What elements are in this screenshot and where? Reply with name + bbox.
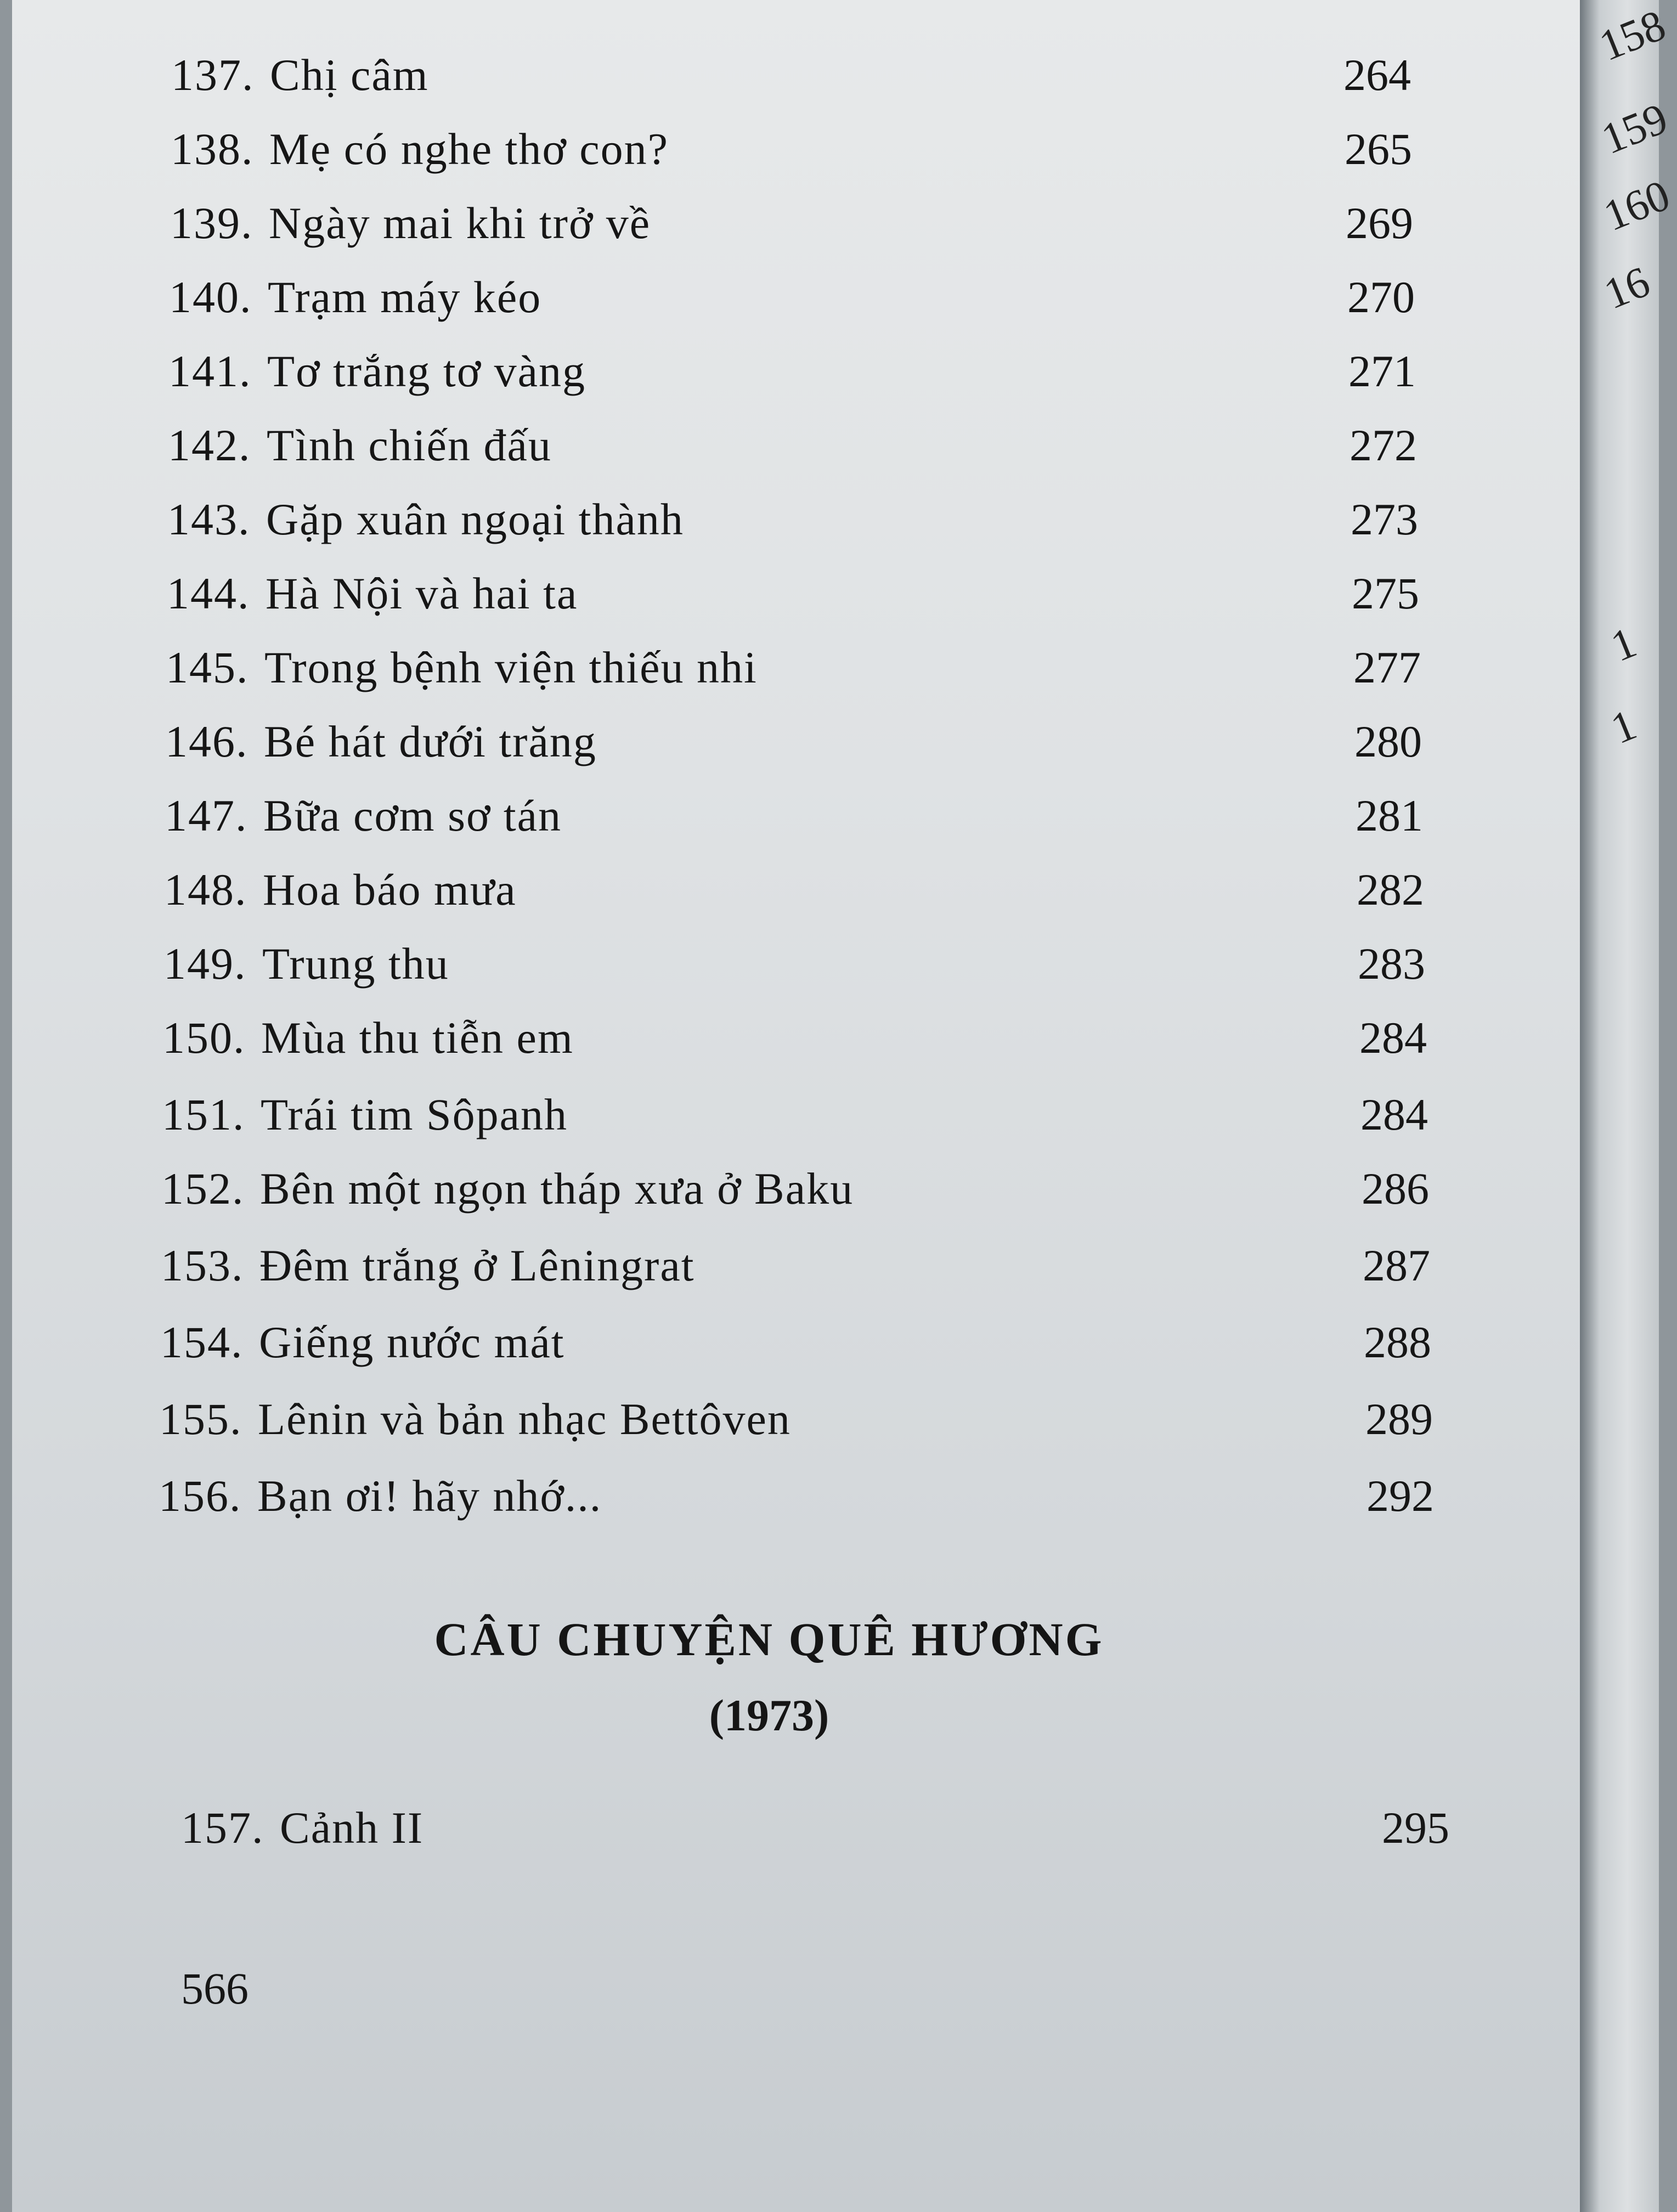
entry-number: 151. xyxy=(162,1090,245,1139)
entry-number: 137. xyxy=(171,50,255,100)
section-title: CÂU CHUYỆN QUÊ HƯƠNG xyxy=(434,1613,1104,1666)
entry-number: 138. xyxy=(171,124,254,174)
entry-number: 157. xyxy=(181,1803,264,1853)
toc-entry xyxy=(12,420,1592,486)
entry-page: 284 xyxy=(1360,1090,1428,1139)
entry-number: 149. xyxy=(163,939,247,989)
entry-page: 287 xyxy=(1363,1240,1430,1290)
entry-number: 143. xyxy=(167,494,251,544)
entry-title: Trong bệnh viện thiếu nhi xyxy=(264,642,758,692)
entry-page: 270 xyxy=(1347,272,1415,322)
entry-number: 142. xyxy=(168,420,251,470)
edge-fragment: 1 xyxy=(1604,700,1643,754)
entry-title: Bữa cơm sơ tán xyxy=(263,791,562,840)
toc-entry xyxy=(12,1089,1592,1155)
section-year: (1973) xyxy=(709,1690,829,1740)
entry-number: 150. xyxy=(162,1013,246,1063)
entry-number: 139. xyxy=(170,198,253,248)
entry-title: Gặp xuân ngoại thành xyxy=(266,494,684,544)
entry-title: Cảnh II xyxy=(280,1803,424,1853)
toc-entry xyxy=(12,272,1592,337)
toc-entry xyxy=(12,790,1592,856)
toc-entry xyxy=(12,1317,1592,1383)
edge-fragment: 16 xyxy=(1597,257,1657,319)
entry-title: Mẹ có nghe thơ con? xyxy=(269,124,669,174)
edge-fragment: 159 xyxy=(1595,94,1674,164)
toc-entry xyxy=(12,1470,1592,1536)
entry-number: 145. xyxy=(166,642,249,692)
entry-title: Mùa thu tiễn em xyxy=(261,1013,574,1063)
toc-entry xyxy=(12,1802,1592,1868)
entry-page: 273 xyxy=(1351,494,1418,544)
entry-page: 277 xyxy=(1353,642,1421,692)
toc-entry xyxy=(12,1240,1592,1306)
entry-title: Trung thu xyxy=(262,939,449,989)
entry-title: Lênin và bản nhạc Bettôven xyxy=(258,1394,791,1444)
entry-number: 146. xyxy=(165,716,249,766)
entry-page: 295 xyxy=(1382,1803,1449,1853)
entry-page: 280 xyxy=(1354,716,1422,766)
toc-entry xyxy=(12,642,1592,708)
toc-entry xyxy=(12,494,1592,560)
entry-page: 289 xyxy=(1365,1394,1433,1444)
entry-page: 286 xyxy=(1362,1164,1429,1214)
entry-title: Trạm máy kéo xyxy=(268,272,542,322)
toc-entry xyxy=(12,346,1592,411)
edge-fragment: 160 xyxy=(1597,171,1676,241)
entry-number: 152. xyxy=(161,1164,245,1214)
entry-number: 156. xyxy=(159,1471,242,1521)
entry-number: 141. xyxy=(168,346,252,396)
entry-number: 148. xyxy=(164,865,247,915)
entry-number: 140. xyxy=(169,272,252,322)
entry-title: Tình chiến đấu xyxy=(267,420,552,470)
toc-entry xyxy=(12,568,1592,634)
entry-page: 269 xyxy=(1346,198,1413,248)
entry-title: Chị câm xyxy=(270,50,429,100)
toc-entry xyxy=(12,1393,1592,1459)
entry-page: 284 xyxy=(1359,1013,1427,1063)
entry-page: 288 xyxy=(1364,1317,1431,1367)
entry-page: 281 xyxy=(1356,791,1423,840)
entry-page: 264 xyxy=(1343,50,1411,100)
toc-entry xyxy=(12,1012,1592,1078)
entry-number: 154. xyxy=(160,1317,244,1367)
entry-title: Đêm trắng ở Lêningrat xyxy=(259,1240,695,1290)
entry-title: Bé hát dưới trăng xyxy=(264,716,597,766)
entry-page: 292 xyxy=(1367,1471,1434,1521)
entry-number: 144. xyxy=(167,568,250,618)
page-number: 566 xyxy=(181,1963,249,2013)
entry-page: 275 xyxy=(1352,568,1419,618)
toc-entry xyxy=(12,123,1592,189)
toc-entry xyxy=(12,1163,1592,1229)
entry-page: 271 xyxy=(1348,346,1416,396)
entry-page: 265 xyxy=(1345,124,1412,174)
entry-page: 272 xyxy=(1349,420,1417,470)
toc-entry xyxy=(12,716,1592,782)
entry-title: Hoa báo mưa xyxy=(263,865,517,915)
edge-fragment: 158 xyxy=(1593,1,1672,71)
toc-entry xyxy=(12,938,1592,1004)
entry-page: 283 xyxy=(1358,939,1425,989)
entry-number: 155. xyxy=(159,1394,242,1444)
entry-number: 153. xyxy=(161,1240,244,1290)
entry-title: Trái tim Sôpanh xyxy=(261,1090,568,1139)
entry-page: 282 xyxy=(1357,865,1424,915)
book-page xyxy=(12,0,1592,2212)
toc-entry xyxy=(12,864,1592,930)
entry-title: Giếng nước mát xyxy=(259,1317,565,1367)
entry-number: 147. xyxy=(165,791,248,840)
edge-fragment: 1 xyxy=(1604,618,1643,672)
next-page-edge xyxy=(1580,0,1676,2212)
toc-entry xyxy=(12,49,1592,115)
entry-title: Ngày mai khi trở về xyxy=(269,198,651,248)
entry-title: Bên một ngọn tháp xưa ở Baku xyxy=(260,1164,854,1214)
entry-title: Tơ trắng tơ vàng xyxy=(267,346,586,396)
toc-entry xyxy=(12,198,1592,263)
entry-title: Hà Nội và hai ta xyxy=(266,568,578,618)
entry-title: Bạn ơi! hãy nhớ... xyxy=(257,1471,602,1521)
